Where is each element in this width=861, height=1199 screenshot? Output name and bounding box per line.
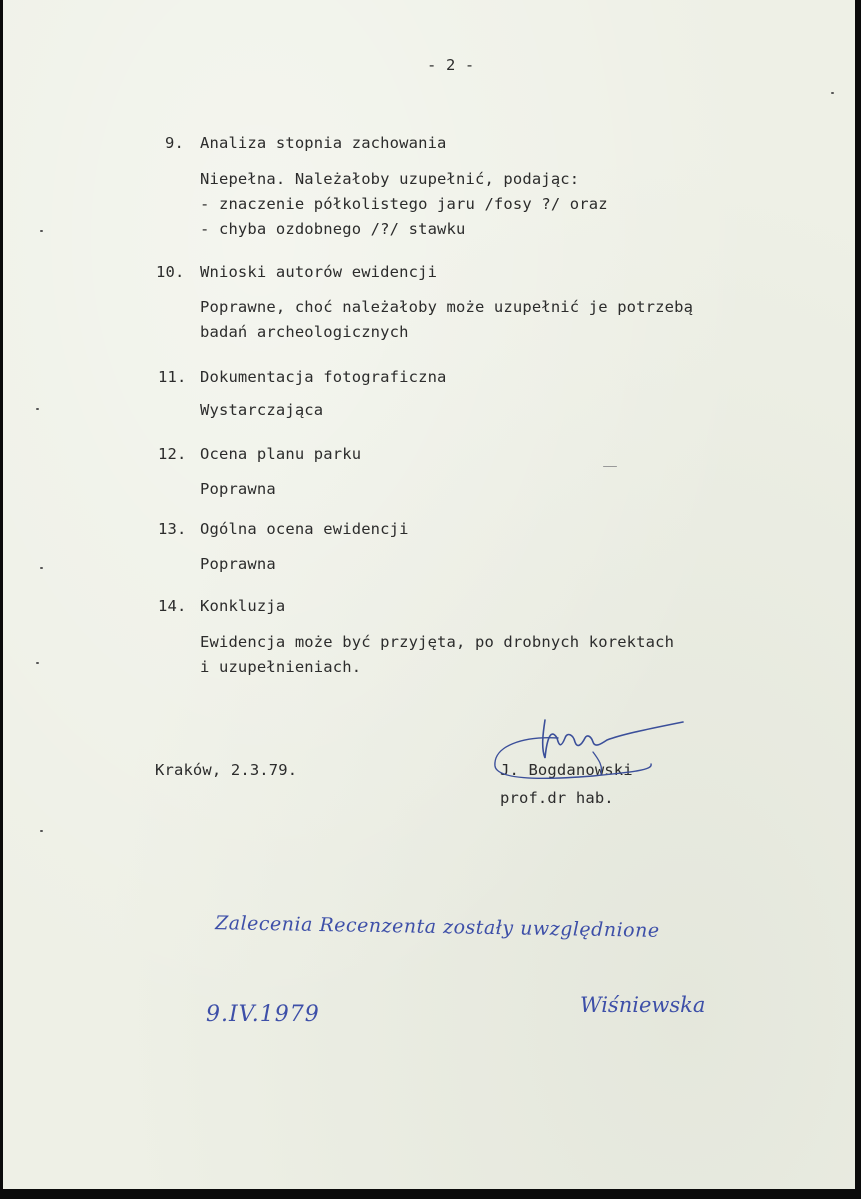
item-text: Niepełna. Należałoby uzupełnić, podając:	[200, 170, 580, 188]
scan-speck	[831, 92, 834, 94]
item-text: i uzupełnieniach.	[200, 658, 362, 676]
scan-speck	[603, 466, 617, 467]
item-text: - znaczenie półkolistego jaru /fosy ?/ oraz	[200, 195, 608, 213]
item-heading: Analiza stopnia zachowania	[200, 134, 447, 152]
item-text: badań archeologicznych	[200, 323, 409, 341]
item-text: Poprawna	[200, 555, 276, 573]
item-text: Ewidencja może być przyjęta, po drobnych korektach	[200, 633, 675, 651]
item-text: Poprawne, choć należałoby może uzupełnić je potrzebą	[200, 298, 694, 316]
signatory-title: prof.dr hab.	[500, 789, 614, 807]
handwritten-signature	[483, 708, 693, 788]
document-page	[3, 0, 855, 1189]
scan-speck	[40, 567, 43, 569]
item-heading: Wnioski autorów ewidencji	[200, 263, 438, 281]
item-number: 14.	[158, 597, 187, 615]
item-text: Poprawna	[200, 480, 276, 498]
handwritten-signature-2: Wiśniewska	[580, 993, 706, 1017]
item-heading: Ocena planu parku	[200, 445, 362, 463]
item-text: - chyba ozdobnego /?/ stawku	[200, 220, 466, 238]
item-number: 10.	[156, 263, 185, 281]
signatory-name: J. Bogdanowski	[500, 761, 633, 779]
item-text: Wystarczająca	[200, 401, 324, 419]
item-number: 11.	[158, 368, 187, 386]
handwritten-note: Zalecenia Recenzenta zostały uwzględnione	[214, 912, 660, 942]
scan-speck	[36, 408, 39, 410]
item-heading: Ogólna ocena ewidencji	[200, 520, 409, 538]
item-number: 13.	[158, 520, 187, 538]
item-number: 12.	[158, 445, 187, 463]
scan-speck	[36, 662, 39, 664]
place-date: Kraków, 2.3.79.	[155, 761, 298, 779]
scan-speck	[40, 230, 43, 232]
page-number: - 2 -	[427, 56, 475, 74]
item-number: 9.	[165, 134, 184, 152]
item-heading: Dokumentacja fotograficzna	[200, 368, 447, 386]
item-heading: Konkluzja	[200, 597, 286, 615]
handwritten-date: 9.IV.1979	[206, 1002, 320, 1027]
scan-speck	[40, 830, 43, 832]
